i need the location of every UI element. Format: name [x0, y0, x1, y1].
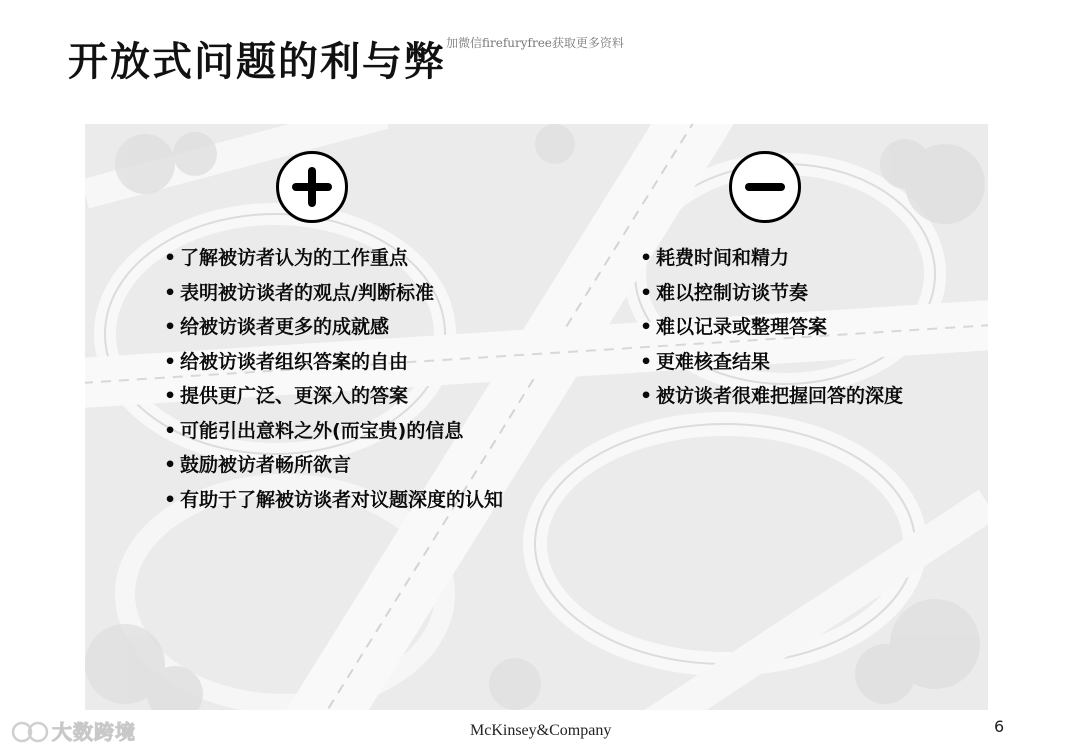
pros-item: • 表明被访谈者的观点/判断标准 — [164, 280, 504, 306]
pros-item: • 了解被访者认为的工作重点 — [164, 245, 504, 271]
pros-item: • 鼓励被访者畅所欲言 — [164, 452, 504, 478]
plus-icon — [276, 151, 348, 223]
cons-item: • 更难核查结果 — [640, 349, 970, 375]
pros-item: • 提供更广泛、更深入的答案 — [164, 383, 504, 409]
pros-item: • 可能引出意料之外(而宝贵)的信息 — [164, 418, 504, 444]
pros-list — [164, 245, 504, 521]
cons-item: • 难以控制访谈节奏 — [640, 280, 970, 306]
pros-item: • 给被访谈者组织答案的自由 — [164, 349, 504, 375]
top-watermark: 加微信firefuryfree获取更多资料 — [446, 36, 624, 50]
brand-name: McKinsey&Company — [470, 722, 612, 739]
cons-list — [640, 245, 970, 418]
pros-item: • 给被访谈者更多的成就感 — [164, 314, 504, 340]
cons-item: • 被访谈者很难把握回答的深度 — [640, 383, 970, 409]
pros-item: • 有助于了解被访谈者对议题深度的认知 — [164, 487, 504, 513]
page-number: 6 — [994, 717, 1005, 736]
cons-item: • 难以记录或整理答案 — [640, 314, 970, 340]
footer-watermark-text: 大数跨境 — [52, 720, 136, 744]
cons-item: • 耗费时间和精力 — [640, 245, 970, 271]
slide-title: 开放式问题的利与弊 — [68, 39, 446, 85]
minus-icon — [729, 151, 801, 223]
